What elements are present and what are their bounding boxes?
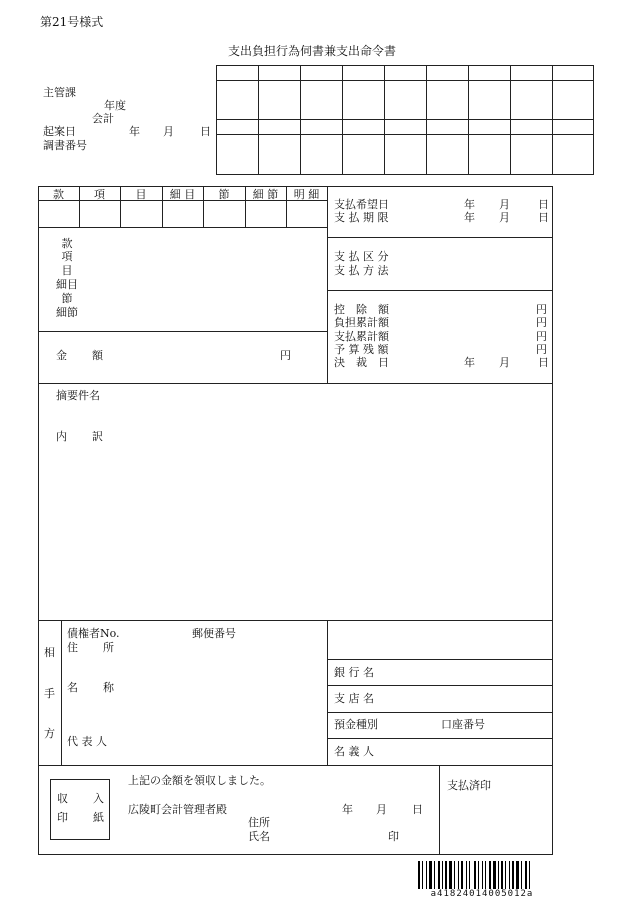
breakdown-label-2: 訳 xyxy=(92,430,103,443)
barcode-bar xyxy=(474,861,476,889)
creditor-no-label: 債権者No. xyxy=(67,627,120,640)
paid-total-label: 支払累計額 xyxy=(334,330,389,343)
payment-method-label: 支 払 方 法 xyxy=(334,264,389,277)
barcode-bar xyxy=(422,861,423,889)
stamp-label-1b: 入 xyxy=(93,792,104,805)
label-kan: 款 xyxy=(61,237,73,250)
barcode-bar xyxy=(434,861,435,889)
barcode-bar xyxy=(458,861,459,889)
barcode-bar xyxy=(426,861,427,889)
barcode-bar xyxy=(449,861,452,889)
amount-unit: 円 xyxy=(280,349,291,362)
barcode-bar xyxy=(466,861,467,889)
desired-day-unit: 日 xyxy=(538,198,549,211)
desired-date-label: 支払希望日 xyxy=(334,198,389,211)
amount-label-2: 額 xyxy=(92,349,103,362)
deadline-day-unit: 日 xyxy=(538,211,549,224)
main-form xyxy=(38,186,553,855)
deduction-yen: 円 xyxy=(536,303,547,316)
partner-side-label-1: 相 xyxy=(44,646,55,659)
barcode-bar xyxy=(469,861,470,889)
barcode-bar xyxy=(461,861,463,889)
draft-year-unit: 年 xyxy=(129,125,140,138)
receipt-month-unit: 月 xyxy=(376,803,387,816)
breakdown-label-1: 内 xyxy=(56,430,67,443)
header-setsu: 節 xyxy=(218,188,230,201)
payment-category-label: 支 払 区 分 xyxy=(334,250,389,263)
barcode-bar xyxy=(509,861,510,889)
barcode-bar xyxy=(429,861,432,889)
commit-total-label: 負担累計額 xyxy=(334,316,389,329)
name-label-2: 称 xyxy=(103,681,114,694)
stamp-label-1a: 収 xyxy=(57,792,68,805)
barcode-bar xyxy=(512,861,514,889)
deduction-label: 控 除 額 xyxy=(334,303,389,316)
label-saisetsu: 細節 xyxy=(56,306,78,319)
desired-year-unit: 年 xyxy=(464,198,475,211)
label-kou: 項 xyxy=(61,250,73,263)
barcode-bar xyxy=(501,861,503,889)
postal-code-label: 郵便番号 xyxy=(192,627,236,640)
barcode-bar xyxy=(445,861,447,889)
paid-total-yen: 円 xyxy=(536,330,547,343)
approval-day-unit: 日 xyxy=(538,356,549,369)
account-label: 会計 xyxy=(92,112,114,125)
barcode-bar xyxy=(489,861,491,889)
header-kou: 項 xyxy=(94,188,105,201)
barcode xyxy=(418,861,546,889)
subject-label: 摘要件名 xyxy=(56,389,100,402)
bank-name-label: 銀 行 名 xyxy=(334,666,374,679)
deadline-month-unit: 月 xyxy=(499,211,510,224)
label-saimoku: 細目 xyxy=(56,278,78,291)
receipt-day-unit: 日 xyxy=(412,803,423,816)
header-saimoku: 細 目 xyxy=(169,188,196,201)
barcode-bar xyxy=(505,861,506,889)
barcode-bar xyxy=(498,861,499,889)
seal-mark: 印 xyxy=(388,830,399,843)
partner-side-label-2: 手 xyxy=(44,687,55,700)
branch-name-label: 支 店 名 xyxy=(334,692,374,705)
stamp-label-2a: 印 xyxy=(57,811,68,824)
approval-month-unit: 月 xyxy=(499,356,510,369)
header-kan: 款 xyxy=(53,188,64,201)
address-label-2: 所 xyxy=(103,641,114,654)
doc-number-label: 調書番号 xyxy=(43,139,87,152)
receipt-year-unit: 年 xyxy=(342,803,353,816)
name-label-1: 名 xyxy=(67,681,78,694)
header-saisetsu: 細 節 xyxy=(252,188,279,201)
desired-month-unit: 月 xyxy=(499,198,510,211)
barcode-bar xyxy=(516,861,519,889)
revenue-stamp-box xyxy=(50,779,110,840)
receipt-name-label: 氏名 xyxy=(248,830,270,843)
addressee-text: 広陵町会計管理者殿 xyxy=(128,803,227,816)
representative-label: 代 表 人 xyxy=(67,735,107,748)
approval-year-unit: 年 xyxy=(464,356,475,369)
barcode-bar xyxy=(482,861,483,889)
barcode-bar xyxy=(493,861,496,889)
account-holder-label: 名 義 人 xyxy=(334,745,374,758)
barcode-bar xyxy=(521,861,522,889)
amount-label-1: 金 xyxy=(56,349,67,362)
budget-remain-yen: 円 xyxy=(536,343,547,356)
header-meisai: 明 細 xyxy=(293,188,320,201)
barcode-bar xyxy=(438,861,440,889)
label-moku: 目 xyxy=(61,264,73,277)
partner-side-label-3: 方 xyxy=(44,727,55,740)
receipt-address-label: 住所 xyxy=(248,816,270,829)
received-text: 上記の金額を領収しました。 xyxy=(128,774,271,787)
barcode-bar xyxy=(418,861,420,889)
deadline-year-unit: 年 xyxy=(464,211,475,224)
barcode-bar xyxy=(454,861,455,889)
form-number: 第21号様式 xyxy=(40,15,104,29)
section-label: 主管課 xyxy=(43,86,76,99)
barcode-number: a41824014005012a xyxy=(430,889,534,899)
approval-date-label: 決 裁 日 xyxy=(334,356,389,369)
account-number-label: 口座番号 xyxy=(441,718,485,731)
draft-day-unit: 日 xyxy=(200,125,211,138)
paid-stamp-label: 支払済印 xyxy=(447,779,491,792)
commit-total-yen: 円 xyxy=(536,316,547,329)
budget-remain-label: 予 算 残 額 xyxy=(334,343,389,356)
barcode-bar xyxy=(442,861,443,889)
barcode-bar xyxy=(529,861,530,889)
barcode-bar xyxy=(525,861,527,889)
stamp-label-2b: 紙 xyxy=(93,811,104,824)
account-type-label: 預金種別 xyxy=(334,718,378,731)
address-label-1: 住 xyxy=(67,641,78,654)
page-title: 支出負担行為伺書兼支出命令書 xyxy=(228,44,397,58)
barcode-bar xyxy=(485,861,486,889)
barcode-bar xyxy=(478,861,479,889)
draft-date-label: 起案日 xyxy=(43,125,76,138)
header-moku: 目 xyxy=(135,188,147,201)
fiscal-year-label: 年度 xyxy=(104,99,126,112)
deadline-label: 支 払 期 限 xyxy=(334,211,389,224)
label-setsu: 節 xyxy=(61,292,73,305)
draft-month-unit: 月 xyxy=(163,125,174,138)
